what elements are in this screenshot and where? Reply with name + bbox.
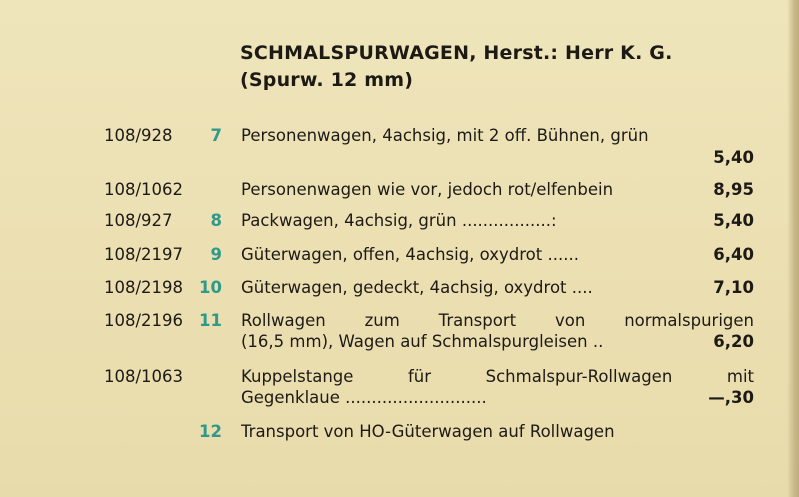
picture-number: 9	[210, 245, 222, 264]
item-description: Personenwagen, 4achsig, mit 2 off. Bühnen, grün	[241, 126, 649, 145]
item-description-line1: Rollwagen zum Transport von normalspurigen	[241, 311, 754, 330]
article-number: 108/1062	[104, 180, 184, 199]
item-price: 8,95	[713, 180, 754, 199]
picture-number: 12	[199, 422, 222, 441]
picture-number: 10	[199, 278, 222, 297]
item-description: Personenwagen wie vor, jedoch rot/elfenbein	[241, 180, 614, 199]
heading-subtitle: (Spurw. 12 mm)	[240, 69, 414, 91]
item-description-line2: (16,5 mm), Wagen auf Schmalspurgleisen ..	[241, 332, 604, 351]
item-description-line2: Gegenklaue ...........................	[241, 388, 487, 407]
item-price: 6,40	[713, 245, 754, 264]
item-price: —,30	[708, 388, 754, 407]
picture-number: 11	[199, 311, 222, 330]
item-price: 6,20	[713, 332, 754, 351]
article-number: 108/1063	[104, 367, 184, 386]
item-description: Güterwagen, gedeckt, 4achsig, oxydrot ....	[241, 278, 593, 297]
heading-title: SCHMALSPURWAGEN, Herst.: Herr K. G.	[240, 42, 673, 64]
item-price: 7,10	[713, 278, 754, 297]
article-number: 108/927	[104, 211, 173, 230]
item-description-line1: Kuppelstange für Schmalspur-Rollwagen mit	[241, 367, 754, 386]
article-number: 108/2197	[104, 245, 184, 264]
article-number: 108/2196	[104, 311, 184, 330]
item-description: Packwagen, 4achsig, grün .................:	[241, 211, 557, 230]
item-description: Transport von HO-Güterwagen auf Rollwagen	[241, 422, 615, 441]
picture-number: 8	[210, 211, 222, 230]
picture-number: 7	[210, 126, 222, 145]
item-description: Güterwagen, offen, 4achsig, oxydrot ......	[241, 245, 579, 264]
article-number: 108/928	[104, 126, 173, 145]
item-price: 5,40	[713, 148, 754, 167]
page-edge-shadow	[787, 0, 799, 497]
item-price: 5,40	[713, 211, 754, 230]
article-number: 108/2198	[104, 278, 184, 297]
section-heading	[240, 40, 673, 94]
